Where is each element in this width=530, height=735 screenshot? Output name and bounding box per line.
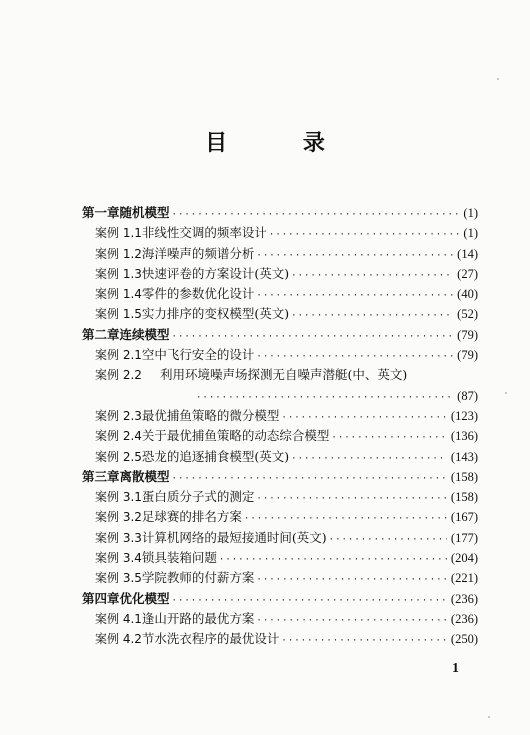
dot-leader [281,408,447,428]
dot-leader [256,246,453,266]
dot-leader [172,327,454,347]
toc-entry-title: 利用环境噪声场探测无自噪声潜艇(中、英文) [160,367,408,383]
toc-entry-page: (177) [450,530,478,545]
toc-entry [82,345,478,365]
toc-entry-number: 案例 1.5 [95,307,142,322]
toc-entry-title: 最优捕鱼策略的微分模型 [141,407,280,423]
toc-entry-number: 案例 2.1 [95,348,142,363]
toc-entry-page: (221) [450,571,478,586]
dot-leader [256,570,447,590]
toc-entry-page: (236) [450,591,478,606]
toc-entry [82,548,478,568]
toc-chapter-title: 随机模型 [119,205,170,220]
toc-chapter [82,589,478,609]
toc-entry-number: 案例 1.2 [95,246,142,261]
toc-entry-page: (167) [450,510,478,525]
dot-leader [281,631,447,651]
page-title: 目 录 [205,131,359,156]
toc-entry-page: (27) [457,266,478,281]
dot-leader [256,489,447,509]
toc-entry-page: (204) [450,551,478,566]
toc-entry-title: 零件的参数优化设计 [141,286,255,302]
toc-entry-number: 案例 4.2 [95,632,142,647]
toc-entry-number: 案例 2.5 [95,449,142,464]
toc-entry-page: (1) [463,226,478,241]
toc-entry-number: 案例 3.4 [95,551,142,566]
toc-chapter-title: 离散模型 [119,468,170,484]
toc-chapter-title: 连续模型 [119,326,170,342]
dot-leader [244,509,447,529]
toc-entry [82,447,478,467]
toc-entry-page: (1) [463,206,478,220]
toc-entry-title: 快速评卷的方案设计(英文) [141,265,290,281]
toc-chapter-number: 第二章 [82,326,120,342]
toc-entry-title: 足球赛的排名方案 [141,509,242,525]
toc-entry-number: 案例 3.5 [95,571,142,586]
toc-entry-title: 恐龙的追逐捕食模型(英文) [141,448,290,464]
page-number: 1 [452,661,459,676]
table-of-contents [82,203,478,650]
toc-entry-page: (143) [450,449,478,464]
toc-entry-title: 锁具装箱问题 [141,550,217,566]
toc-entry [82,406,478,426]
toc-entry-number: 案例 2.2 [95,368,142,383]
scan-speck [497,78,499,80]
toc-entry-page: (79) [457,348,478,363]
dot-leader [172,469,447,489]
toc-entry-title: 关于最优捕鱼策略的动态综合模型 [141,428,330,444]
toc-entry-number: 案例 1.4 [95,287,142,302]
toc-entry-continuation [82,386,478,406]
toc-entry [82,609,478,629]
toc-entry-page: (250) [450,632,478,647]
toc-entry-page: (14) [457,246,478,261]
toc-entry-number: 案例 2.3 [95,408,142,423]
dot-leader [291,449,447,469]
toc-entry-page: (158) [450,490,478,505]
toc-entry [82,223,478,243]
toc-entry-page: (79) [457,327,478,342]
toc-entry [82,244,478,264]
dot-leader [256,611,447,631]
toc-entry-page: (52) [457,307,478,322]
toc-entry [82,284,478,304]
dot-leader [329,530,447,550]
toc-entry-page: (158) [450,469,478,484]
dot-leader [269,225,460,245]
toc-entry-title: 逢山开路的最优方案 [141,610,255,626]
toc-entry-title: 海洋噪声的频谱分析 [141,245,255,261]
toc-entry-page: (87) [457,388,478,403]
toc-chapter-title: 优化模型 [119,590,170,606]
toc-chapter [82,467,478,487]
toc-entry-number: 案例 3.1 [95,490,142,505]
toc-entry-number: 案例 3.3 [95,530,142,545]
toc-entry-page: (236) [450,611,478,626]
toc-entry [82,528,478,548]
dot-leader [196,388,453,408]
toc-entry-page: (40) [457,287,478,302]
toc-entry [82,568,478,588]
dot-leader [172,205,460,225]
toc-entry-title: 实力排序的变权模型(英文) [141,306,290,322]
toc-entry [82,629,478,649]
toc-entry-title: 蛋白质分子式的测定 [141,489,255,505]
scan-speck [488,716,490,718]
toc-entry [82,365,478,385]
dot-leader [291,266,453,286]
toc-entry-title: 非线性交调的频率设计 [141,225,267,241]
toc-chapter-number: 第四章 [82,590,120,606]
toc-entry-title: 节水洗衣程序的最优设计 [141,631,280,647]
dot-leader [291,306,453,326]
toc-entry-number: 案例 1.1 [95,226,142,241]
toc-entry [82,304,478,324]
dot-leader [219,550,447,570]
toc-entry-title: 学院教师的付薪方案 [141,570,255,586]
dot-leader [172,591,447,611]
toc-entry-number: 案例 2.4 [95,429,142,444]
dot-leader [256,286,453,306]
dot-leader [256,347,453,367]
toc-entry [82,507,478,527]
dot-leader [331,428,447,448]
toc-entry [82,487,478,507]
toc-chapter-number: 第三章 [82,468,120,484]
toc-entry-number: 案例 4.1 [95,611,142,626]
toc-entry [82,264,478,284]
toc-chapter-number: 第一章 [82,205,120,220]
toc-chapter [82,325,478,345]
toc-entry-page: (123) [450,408,478,423]
toc-entry [82,426,478,446]
toc-entry-title: 计算机网络的最短接通时间(英文) [141,529,327,545]
toc-entry-title: 空中飞行安全的设计 [141,347,255,363]
toc-chapter [82,203,478,223]
toc-entry-page: (136) [450,429,478,444]
scan-speck [505,392,507,394]
toc-entry-number: 案例 1.3 [95,266,142,281]
toc-entry-number: 案例 3.2 [95,510,142,525]
